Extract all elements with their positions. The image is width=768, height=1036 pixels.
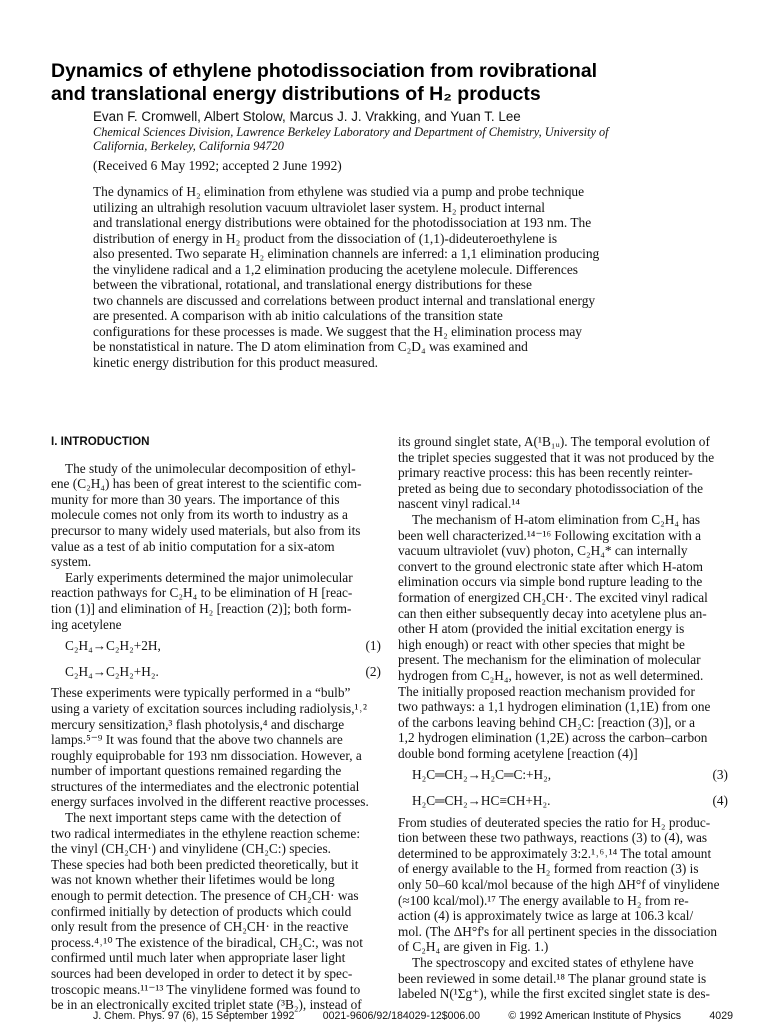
text-line: be in an electronically excited triplet state (³B₂), instead of [51, 997, 362, 1013]
right-column [398, 434, 728, 1002]
text-line: can then either subsequently decay into acetylene plus an- [398, 605, 707, 621]
text-line: been well characterized.¹⁴⁻¹⁶ Following excitation with a [398, 527, 702, 543]
equation-3 [398, 767, 728, 783]
text-line: The spectroscopy and excited states of ethylene have [412, 955, 694, 970]
text-line: ene (C₂H₄) has been of great interest to the scientific com- [51, 476, 362, 492]
text-line: was not known whether their lifetimes would be long [51, 872, 335, 888]
equation-1 [51, 638, 381, 654]
author-list: Evan F. Cromwell, Albert Stolow, Marcus J. J. Vrakking, and Yuan T. Lee [93, 109, 521, 124]
article-code: 0021-9606/92/184029-12$006.00 [322, 1010, 481, 1022]
text-line: mol. (The ΔH°f's for all pertinent species in the dissociation [398, 923, 718, 939]
affiliation-line: Chemical Sciences Division, Lawrence Berkeley Laboratory and Department of Chemistry, University of [93, 125, 609, 139]
text-line: primary reactive process: this has been recently reinter- [398, 465, 693, 481]
text-line: tion (1)] and elimination of H₂ [reaction (2)]; both form- [51, 600, 352, 616]
abstract-line: kinetic energy distribution for this product measured. [93, 354, 378, 370]
equation-2 [51, 664, 381, 680]
text-line: ing acetylene [51, 616, 122, 632]
text-line: action (4) is approximately twice as large at 106.3 kcal/ [398, 908, 694, 924]
text-line: two radical intermediates in the ethylene reaction scheme: [51, 825, 361, 841]
text-line: The study of the unimolecular decomposition of ethyl- [65, 460, 356, 476]
text-line: munity for more than 30 years. The importance of this [51, 491, 340, 507]
equation-number: (1) [365, 638, 381, 654]
abstract-line: and translational energy distributions were obtained for the photodissociation at 193 nm. The [93, 215, 592, 230]
text-line: number of important questions remained regarding the [51, 763, 342, 779]
journal-citation: J. Chem. Phys. 97 (6), 15 September 1992 [93, 1010, 295, 1022]
equation-formula: H₂C═CH₂→H₂C═C:+H₂, [412, 767, 552, 783]
text-line: 1,2 hydrogen elimination (1,2E) across the carbon–carbon [398, 730, 708, 746]
text-line: Early experiments determined the major unimolecular [65, 569, 353, 585]
text-line: lamps.⁵⁻⁹ It was found that the above two channels are [51, 732, 343, 748]
text-line: nascent vinyl radical.¹⁴ [398, 496, 520, 512]
text-line: structures of the intermediates and the electronic potential [51, 778, 360, 794]
text-line: determined to be approximately 3:2.¹˒⁶˒¹⁴ The total amount [398, 845, 712, 861]
affiliation-line: California, Berkeley, California 94720 [93, 139, 284, 153]
abstract-line: two channels are discussed and correlations between product internal and translational energy [93, 292, 596, 308]
paragraph [51, 810, 381, 1013]
text-line: The mechanism of H-atom elimination from C₂H₄ has [412, 511, 701, 527]
paragraph [398, 815, 728, 955]
text-line: high enough) or react with other species that might be [398, 636, 685, 652]
text-line: vacuum ultraviolet (vuv) photon, C₂H₄* can internally [398, 543, 688, 559]
abstract-line: utilizing an ultrahigh resolution vacuum ultraviolet laser system. H₂ product internal [93, 199, 546, 215]
abstract-line: distribution of energy in H₂ product from the dissociation of (1,1)-dideuteroethylene is [93, 230, 558, 246]
text-line: formation of energized CH₂CH·. The excited vinyl radical [398, 589, 708, 605]
text-line: the vinyl (CH₂CH·) and vinylidene (CH₂C:) species. [51, 841, 331, 857]
left-column [51, 434, 381, 1013]
text-line: the triplet species suggested that it was not produced by the [398, 449, 715, 465]
text-line: From studies of deuterated species the ratio for H₂ produc- [398, 814, 711, 830]
text-line: troscopic means.¹¹⁻¹³ The vinylidene formed was found to [51, 981, 361, 997]
text-line: molecule comes not only from its worth to industry as a [51, 507, 348, 523]
text-line: elimination occurs via simple bond rupture leading to the [398, 574, 703, 590]
text-line: confirmed initially by detection of products which could [51, 903, 352, 919]
text-line: roughly equiprobable for 193 nm dissociation. However, a [51, 747, 362, 763]
text-line: (≈100 kcal/mol).¹⁷ The energy available to H₂ from re- [398, 892, 689, 908]
abstract-line: The dynamics of H₂ elimination from ethylene was studied via a pump and probe technique [93, 184, 585, 199]
text-line: its ground singlet state, A(¹B₁ᵤ). The temporal evolution of [398, 434, 710, 449]
text-line: labeled N(¹Σg⁺), while the first excited singlet state is des- [398, 986, 710, 1002]
paragraph [51, 685, 381, 810]
title-line: and translational energy distributions of H₂ products [51, 83, 541, 105]
text-line: of C₂H₄ are given in Fig. 1.) [398, 939, 549, 955]
text-line: enough to permit detection. The presence of CH₂CH· was [51, 888, 359, 904]
text-line: The initially proposed reaction mechanism provided for [398, 683, 695, 699]
page-number: 4029 [709, 1010, 733, 1022]
text-line: present. The mechanism for the elimination of molecular [398, 652, 701, 668]
equation-formula: H₂C═CH₂→HC≡CH+H₂. [412, 793, 551, 809]
abstract [93, 184, 733, 370]
abstract-line: be nonstatistical in nature. The D atom elimination from C₂D₄ was examined and [93, 339, 528, 354]
abstract-line: the vinylidene radical and a 1,2 elimination producing the acetylene molecule. Differences [93, 261, 578, 277]
text-line: The next important steps came with the detection of [65, 810, 342, 826]
equation-number: (3) [712, 767, 728, 783]
text-line: two pathways: a 1,1 hydrogen elimination (1,1E) from one [398, 699, 711, 715]
paragraph [398, 955, 728, 1002]
text-line: only result from the presence of CH₂CH· in the reactive [51, 919, 349, 935]
text-line: sources had been developed in order to detect it by spec- [51, 966, 353, 981]
text-line: only 50–60 kcal/mol because of the high ΔH°f of vinylidene [398, 877, 720, 893]
text-line: reaction pathways for C₂H₄ to be elimination of H [reac- [51, 585, 353, 601]
text-line: double bond forming acetylene [reaction (4)] [398, 745, 638, 761]
text-line: system. [51, 554, 92, 570]
received-dates: (Received 6 May 1992; accepted 2 June 1992) [93, 158, 342, 173]
section-heading: I. INTRODUCTION [51, 435, 150, 448]
text-line: of energy available to the H₂ formed from reaction (3) is [398, 861, 699, 877]
text-line: mercury sensitization,³ flash photolysis,⁴ and discharge [51, 716, 345, 732]
paragraph [398, 434, 728, 512]
abstract-line: also presented. Two separate H₂ elimination channels are inferred: a 1,1 elimination producing [93, 246, 600, 261]
text-line: These species had both been predicted theoretically, but it [51, 856, 359, 872]
text-line: preted as being due to secondary photodissociation of the [398, 480, 704, 496]
page-footer [93, 1010, 733, 1022]
text-line: been reviewed in some detail.¹⁸ The planar ground state is [398, 970, 707, 986]
text-line: precursor to many widely used materials, but also from its [51, 522, 361, 538]
copyright-notice: © 1992 American Institute of Physics [508, 1010, 682, 1022]
paragraph [51, 461, 381, 570]
text-line: using a variety of excitation sources including radiolysis,¹˒² [51, 700, 367, 716]
affiliation [93, 125, 733, 153]
paper-title [51, 60, 731, 106]
text-line: hydrogen from C₂H₄, however, is not as well determined. [398, 667, 704, 683]
equation-number: (2) [365, 663, 381, 679]
text-line: These experiments were typically performed in a “bulb” [51, 685, 351, 701]
text-line: process.⁴˒¹⁰ The existence of the biradical, CH₂C:, was not [51, 934, 363, 950]
equation-4 [398, 793, 728, 809]
abstract-line: are presented. A comparison with ab initio calculations of the transition state [93, 308, 503, 323]
text-line: of the carbons leaving behind CH₂C: [reaction (3)], or a [398, 714, 696, 730]
abstract-line: configurations for these processes is made. We suggest that the H₂ elimination process may [93, 323, 583, 339]
paragraph [398, 512, 728, 762]
text-line: other H atom (provided the initial excitation energy is [398, 621, 685, 637]
equation-number: (4) [712, 793, 728, 809]
paragraph [51, 570, 381, 632]
text-line: energy surfaces involved in the different reactive processes. [51, 794, 369, 810]
title-line: Dynamics of ethylene photodissociation from rovibrational [51, 60, 598, 82]
equation-formula: C₂H₄→C₂H₂+H₂. [65, 663, 159, 679]
equation-formula: C₂H₄→C₂H₂+2H, [65, 638, 161, 654]
abstract-line: between the vibrational, rotational, and translational energy distributions for these [93, 277, 532, 292]
text-line: convert to the ground electronic state after which H-atom [398, 558, 703, 574]
text-line: value as a test of ab initio computation for a six-atom [51, 538, 335, 554]
text-line: confirmed until much later when appropriate laser light [51, 950, 346, 966]
text-line: tion between these two pathways, reactions (3) to (4), was [398, 830, 708, 846]
